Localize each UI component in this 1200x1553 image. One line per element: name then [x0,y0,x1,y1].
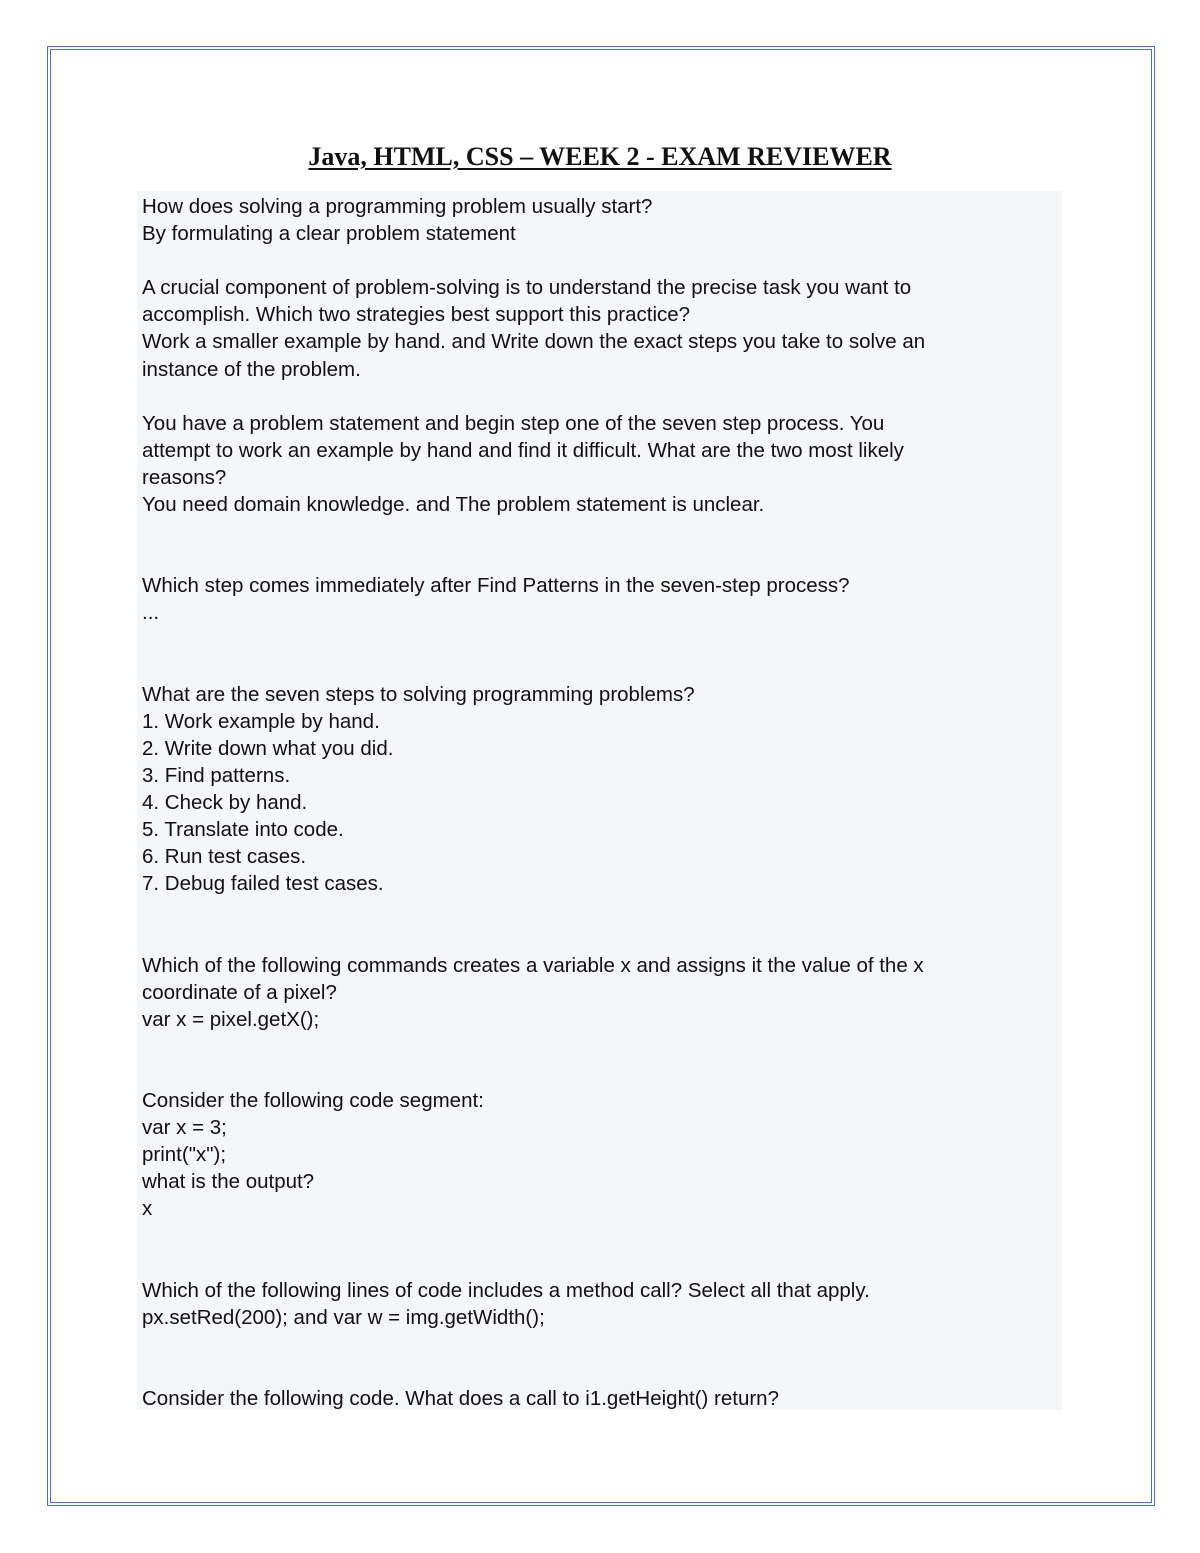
text-line: what is the output? [142,1170,315,1194]
text-line [142,1223,1062,1250]
text-line [142,1060,1062,1087]
text-line: Work a smaller example by hand. and Write down the exact steps you take to solve an [142,330,926,354]
text-line [142,1250,1062,1277]
text-line: reasons? [142,465,227,489]
text-line [142,545,1062,572]
text-line: Consider the following code. What does a call to i1.getHeight() return? [142,1387,779,1410]
text-line: You need domain knowledge. and The problem statement is unclear. [142,493,765,517]
text-line [142,1331,1062,1358]
text-line [142,1358,1062,1385]
page-title: Java, HTML, CSS – WEEK 2 - EXAM REVIEWER [308,142,892,171]
text-line: You have a problem statement and begin step one of the seven step process. You [142,411,885,435]
text-line: ... [142,601,160,625]
document-body [137,191,1062,1410]
text-line [142,897,1062,924]
text-line [142,383,1062,410]
text-line: var x = 3; [142,1116,227,1140]
text-line: attempt to work an example by hand and find it difficult. What are the two most likely [142,438,904,462]
text-line: By formulating a clear problem statement [142,222,516,246]
text-line: 4. Check by hand. [142,791,308,815]
text-line: print("x"); [142,1143,227,1167]
text-line: 6. Run test cases. [142,845,307,869]
text-line: 3. Find patterns. [142,763,291,787]
text-line: px.setRed(200); and var w = img.getWidth(); [142,1305,545,1329]
text-line: A crucial component of problem-solving is to understand the precise task you want to [142,276,912,300]
text-line [142,1033,1062,1060]
text-line: Which of the following lines of code includes a method call? Select all that apply. [142,1278,870,1302]
text-line: How does solving a programming problem usually start? [142,195,653,218]
text-line: Consider the following code segment: [142,1089,484,1113]
text-line [142,518,1062,545]
text-line: coordinate of a pixel? [142,980,337,1004]
text-line: instance of the problem. [142,357,361,381]
text-line [142,654,1062,681]
text-line: accomplish. Which two strategies best support this practice? [142,303,691,327]
text-line [142,247,1062,274]
text-line: var x = pixel.getX(); [142,1007,320,1031]
text-line: Which of the following commands creates a variable x and assigns it the value of the x [142,953,924,977]
text-line: What are the seven steps to solving programming problems? [142,682,695,706]
text-line: 1. Work example by hand. [142,709,380,733]
text-line: 5. Translate into code. [142,818,344,842]
text-line: Which step comes immediately after Find Patterns in the seven-step process? [142,574,850,598]
text-line: x [142,1197,153,1221]
text-line: 2. Write down what you did. [142,736,394,760]
text-line [142,925,1062,952]
text-line [142,627,1062,654]
text-line: 7. Debug failed test cases. [142,872,384,896]
